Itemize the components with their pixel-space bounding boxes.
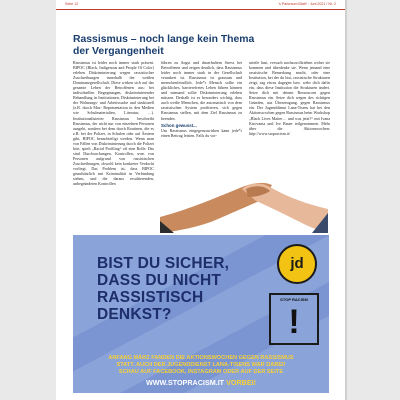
poster-website (81, 378, 321, 387)
website-suffix: VORBEI! (226, 378, 257, 387)
headline-line: DENKST? (97, 306, 172, 323)
poster-headline (97, 255, 229, 323)
handshake-image (160, 147, 328, 233)
campaign-poster (73, 235, 329, 393)
poster-line: SCHAU AUF FACEBOOK, INSTAGRAM ODER AUF DER SEITE (118, 369, 284, 375)
headline-line: BIST DU SICHER, (97, 255, 230, 272)
column-2-continued: Um Rassismus entgegenzuwirken kann jede*r einen Beitrag leisten. Falls du vor- (161, 127, 242, 138)
section-kicker: Schon gewusst... (161, 122, 197, 128)
page-header (56, 0, 345, 10)
article-column-2 (161, 60, 242, 140)
exclamation-icon: ! (288, 303, 300, 341)
magazine-page (56, 0, 345, 400)
jugenddienst-logo (277, 244, 317, 284)
headline-line: RASSISTISCH (97, 289, 204, 306)
headline-line: DASS DU NICHT (97, 272, 222, 289)
poster-line: ANFANG MÄRZ FANDEN DIE AKTIONSWOCHEN GEGEN RASSISMUS (108, 355, 294, 361)
column-1-text: Rassismus ist leider noch immer stark präsent. BIPOC (Black, Indigenous and People Of Color) erleben Diskriminierung wegen rassistischer Zuschreibungen innerhalb der weißen Dominanzgesellschaft. Diese wirken sich auf das gesamte Leben der Betroffenen aus: bei individuellen Begegnungen, diskriminierender Behandlung in Institutionen, Diskriminierung bei der Wohnungs- und Arbeitssuche und strukturell (z.B. durch Mas- Repräsentation in den Medien wie Schulmaterialien, Literatur, …). Institutionalisierter Rassismus beschreibt Rassismus, der nicht nur von einzelnen Personen ausgeht, sondern bei dem durch Routinen, die es z.B. bei der Polizei, in Schulen oder auf Ämtern gibt, BIPOC benachteiligt werden. Wenn man von Fällen von Diskriminierung durch die Polizei hört, spielt „Racial Profiling“ oft eine Rolle. Das sind Durchsuchungen, Kontrollen, uvm von Personen aufgrund von rassistischen Zuschreibungen, obwohl kein konkreter Verdacht vorliegt. Das Problem ist, dass BIPOC grundsätzlich mit Kriminalität in Verbindung stehen, und die daraus resultierenden, unbegründeten Kontrollen (73, 60, 154, 187)
column-2-text: führen zu Angst und dauerhaftem Stress bei Betroffenen und zeigen deutlich, dass Rassismus leider noch immer stark in der Gesellschaft verankert ist. Rassismus ist grausam und menschenfeindlich. Jede*r Mensch sollte ein glückliches, barrierefreies Leben führen können und niemand sollte Diskriminierung erleben müssen. Deshalb ist es besonders wichtig, dass auch weiße Menschen, die automatisch von dem rassistischen System profitieren, sich gegen Rassismus stellen, mit dem Ziel Rassismus zu beenden. (161, 60, 242, 121)
column-3-text: urteile hast, versuch nachzuvollziehen woher sie kommen und überdenke sie. Wenn jemand eine rassistische Bemerkung macht, oder eine Institution, bei der du bist, rassistische Strukturen zeigt, sag etwas dagegen bzw. wehr dich dafür ein, dass diese Institution die Strukturen ändert. Setze dich mit deinen Ressourcen gegen Rassismus ein. Setze dich wegen des richtigen Gründen, aus Überzeugung, gegen Rassismus ein. Der Jugenddienst Lana-Tisens hat bei den Aktionswochen gegen Rassismus beim Workshop „Black Lives Matter… und was jetzt?“ mit Ivana Kirovania und Ive Bauer teilgenommen. Mehr über die Aktionswochen: http://www.stopracism.it/ (249, 60, 330, 136)
poster-line: STATT. AUCH DER JUGENDDIENST LANA-TISENS WAR DABEI! (116, 362, 286, 368)
jd-logo-text: jd (290, 255, 304, 272)
stop-racism-logo (269, 293, 319, 345)
magazine-name: 's Parkraum Blatt! · Juni 2021 / Nr. 2 (278, 2, 336, 6)
page-edge (345, 0, 347, 400)
article-column-3 (249, 60, 330, 138)
article-column-1 (73, 60, 154, 188)
website-link[interactable]: WWW.STOPRACISM.IT (145, 378, 225, 387)
stop-racism-label: STOP RACISM (280, 297, 308, 302)
article-title: Rassismus – noch lange kein Thema der Vergangenheit (73, 34, 255, 57)
page-number: Seite 12 (65, 2, 79, 6)
